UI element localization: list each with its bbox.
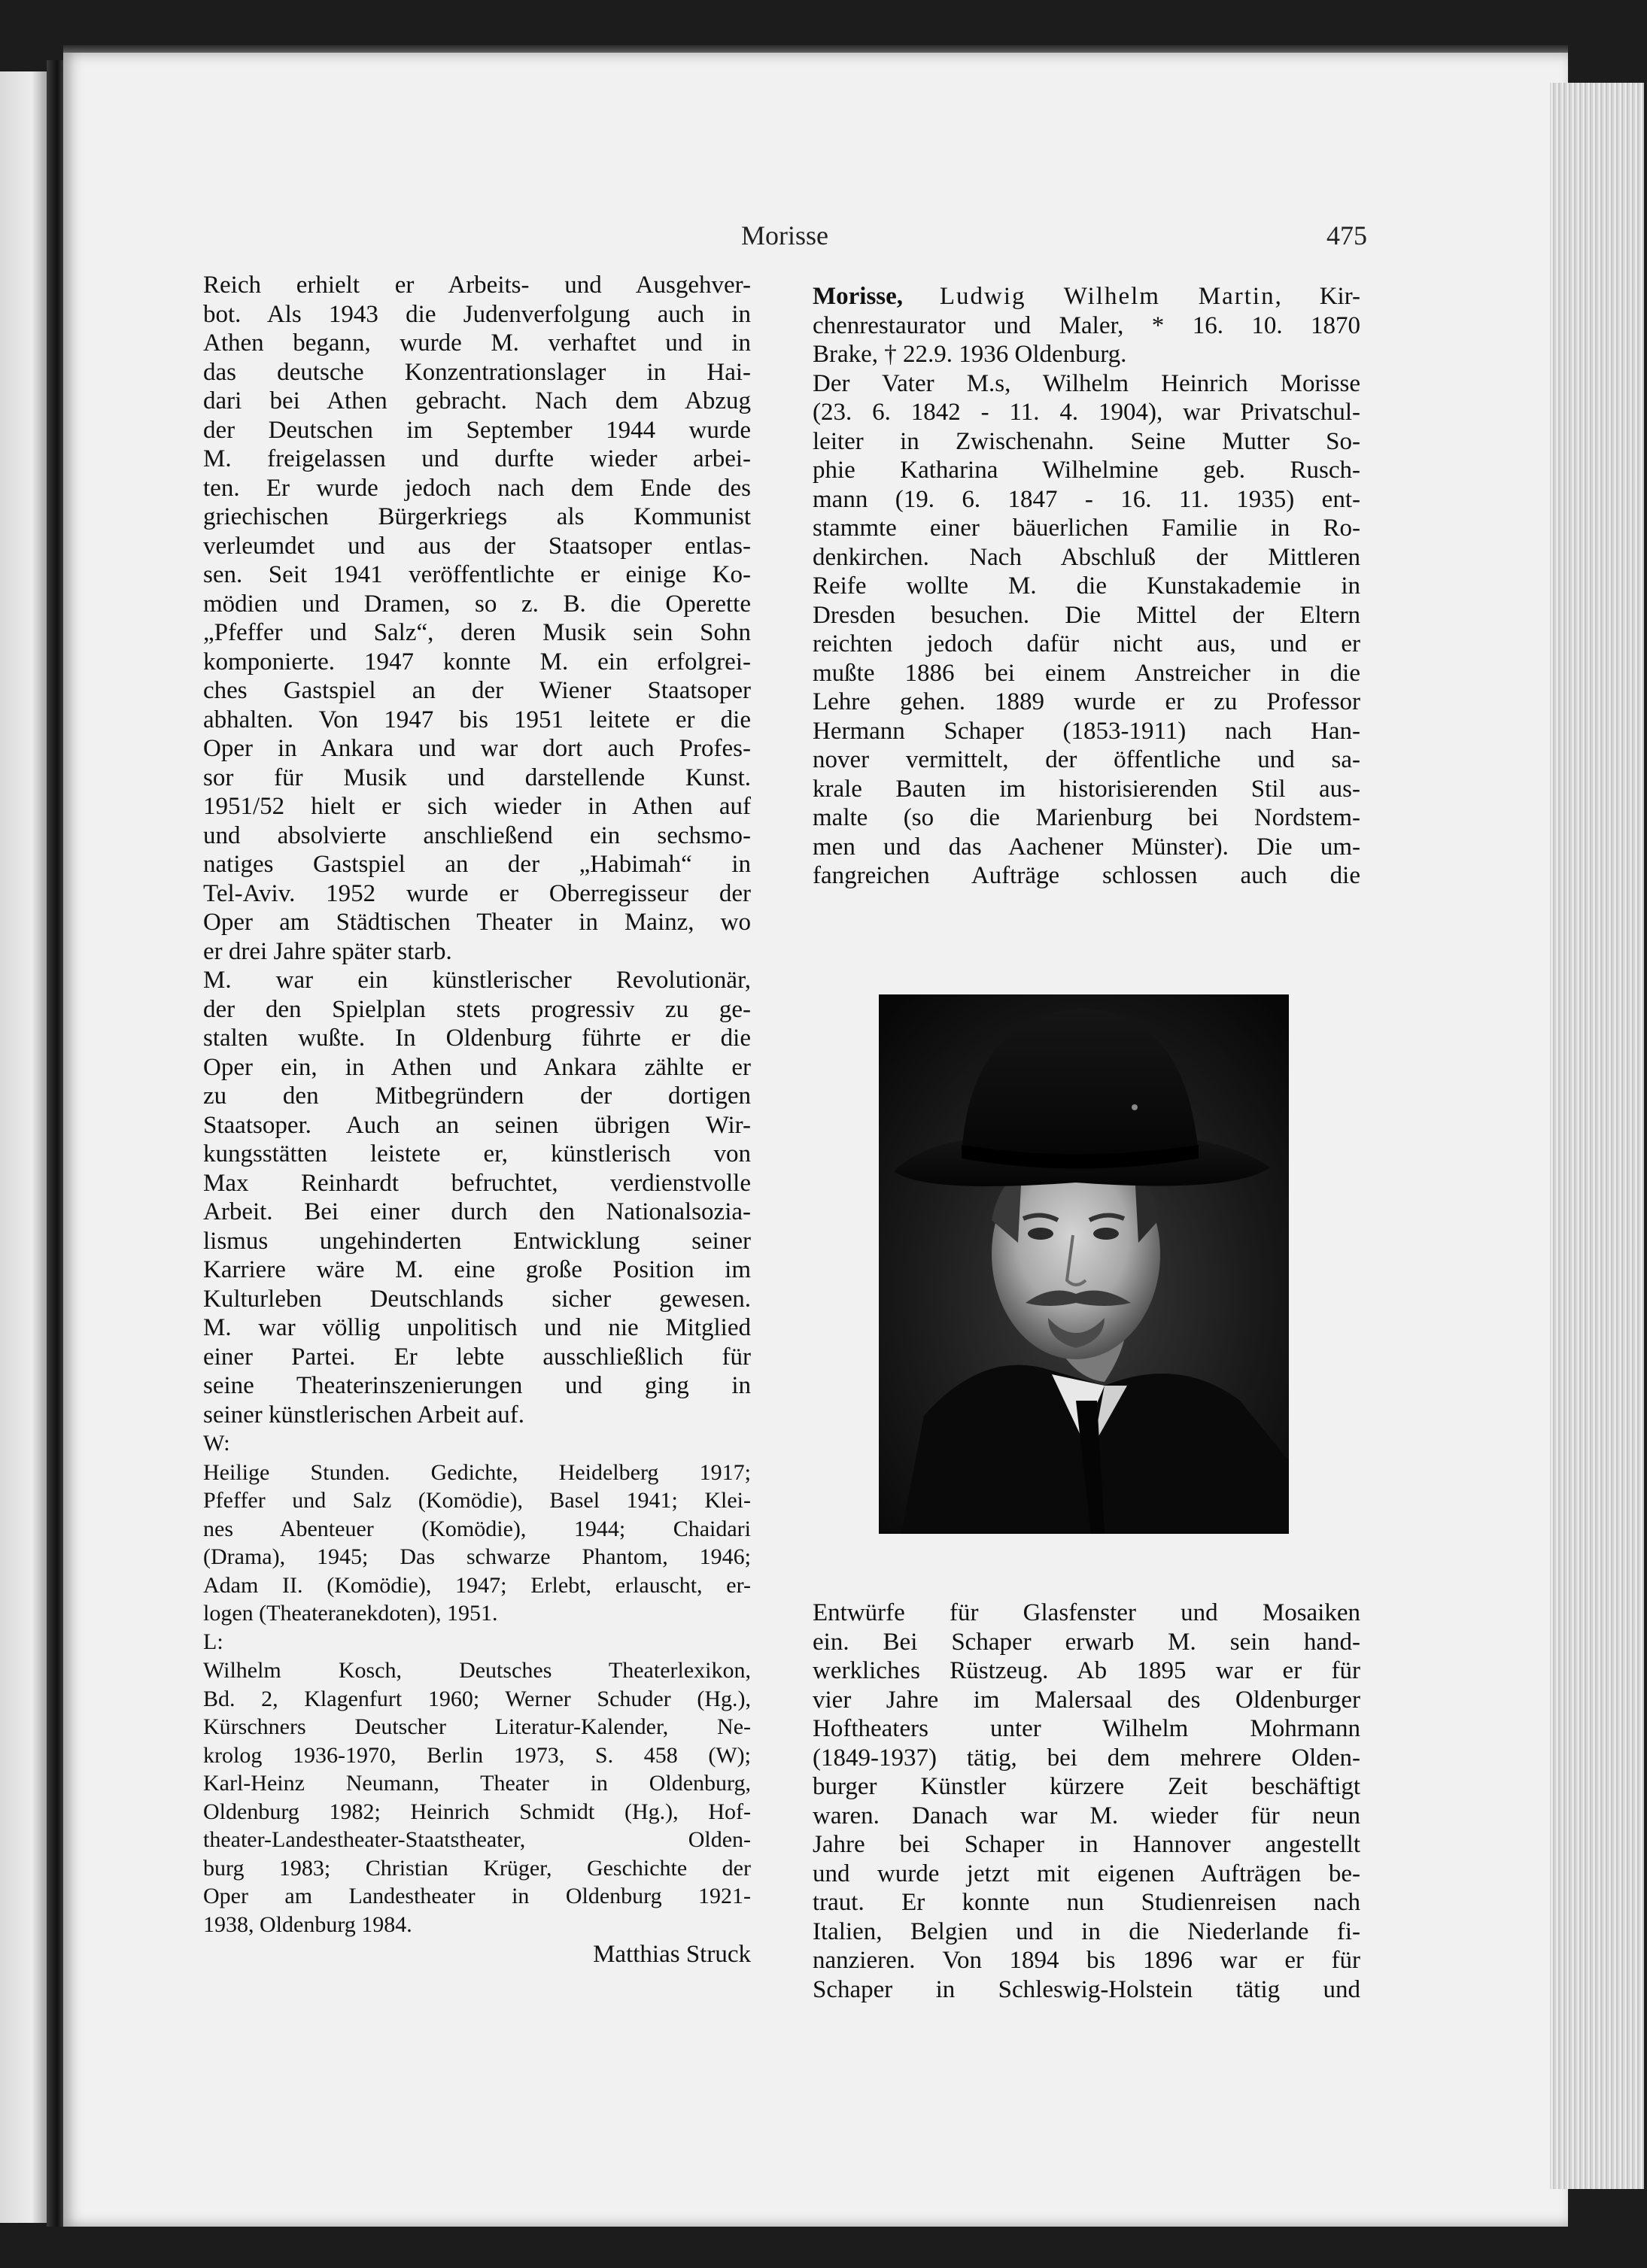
text-line: einer Partei. Er lebte ausschließlich für	[203, 1343, 751, 1371]
page-number: 475	[1326, 220, 1367, 250]
entry-headline	[813, 282, 1360, 311]
entry-first-line-rest: Kir-	[1319, 283, 1361, 310]
literature-label: L:	[203, 1629, 223, 1654]
text-line: nanzieren. Von 1894 bis 1896 war er für	[813, 1947, 1360, 1974]
text-line: der Deutschen im September 1944 wurde	[203, 416, 751, 444]
text-line: M. freigelassen und durfte wieder arbei-	[203, 445, 751, 472]
text-line: Reife wollte M. die Kunstakademie in	[813, 572, 1360, 600]
left-column	[203, 271, 751, 1969]
text-line: Arbeit. Bei einer durch den Nationalsozia-	[203, 1198, 751, 1225]
text-line: Pfeffer und Salz (Komödie), Basel 1941; Klei-	[203, 1488, 751, 1513]
text-line: ches Gastspiel an der Wiener Staatsoper	[203, 677, 751, 704]
text-line: Italien, Belgien und in die Niederlande fi-	[813, 1917, 1360, 1945]
text-line: Bd. 2, Klagenfurt 1960; Werner Schuder (Hg.),	[203, 1686, 751, 1711]
text-line: logen (Theateranekdoten), 1951.	[203, 1601, 498, 1626]
text-line: fangreichen Aufträge schlossen auch die	[813, 862, 1360, 889]
works-label: W:	[203, 1431, 230, 1456]
text-line: Oper in Ankara und war dort auch Profes-	[203, 735, 751, 762]
text-line: 1938, Oldenburg 1984.	[203, 1911, 412, 1937]
text-line: Karl-Heinz Neumann, Theater in Oldenburg,	[203, 1771, 751, 1796]
text-line: dari bei Athen gebracht. Nach dem Abzug	[203, 387, 751, 414]
text-line: sor für Musik und darstellende Kunst.	[203, 764, 751, 791]
text-line: burger Künstler kürzere Zeit beschäftigt	[813, 1773, 1360, 1800]
text-line: mödien und Dramen, so z. B. die Operette	[203, 590, 751, 618]
text-line: seiner künstlerischen Arbeit auf.	[203, 1401, 525, 1429]
text-line: vier Jahre im Malersaal des Oldenburger	[813, 1686, 1360, 1714]
text-line: reichten jedoch dafür nicht aus, und er	[813, 630, 1360, 657]
text-line: Der Vater M.s, Wilhelm Heinrich Morisse	[813, 369, 1360, 397]
literature-list	[203, 1656, 751, 1939]
text-line: Max Reinhardt befruchtet, verdienstvolle	[203, 1169, 751, 1197]
text-line: traut. Er konnte nun Studienreisen nach	[813, 1889, 1360, 1916]
text-line: mußte 1886 bei einem Anstreicher in die	[813, 659, 1360, 687]
text-line: (Drama), 1945; Das schwarze Phantom, 1946;	[203, 1544, 751, 1569]
text-line: stalten wußte. In Oldenburg führte er die	[203, 1025, 751, 1052]
text-line: und wurde jetzt mit eigenen Aufträgen be-	[813, 1860, 1360, 1887]
text-line: griechischen Bürgerkriegs als Kommunist	[203, 503, 751, 530]
text-line: stammte einer bäuerlichen Familie in Ro-	[813, 515, 1360, 542]
text-line: zu den Mitbegründern der dortigen	[203, 1082, 751, 1110]
text-line: er drei Jahre später starb.	[203, 937, 452, 965]
author-signature: Matthias Struck	[593, 1941, 751, 1968]
text-line: Oper ein, in Athen und Ankara zählte er	[203, 1053, 751, 1081]
text-line: denkirchen. Nach Abschluß der Mittleren	[813, 543, 1360, 571]
text-line: Karriere wäre M. eine große Position im	[203, 1256, 751, 1283]
text-line: natiges Gastspiel an der „Habimah“ in	[203, 851, 751, 878]
text-line: Reich erhielt er Arbeits- und Ausgehver-	[203, 272, 751, 299]
text-line: Dresden besuchen. Die Mittel der Eltern	[813, 601, 1360, 629]
entry-name: Morisse,	[813, 283, 904, 310]
text-line: kungsstätten leistete er, künstlerisch von	[203, 1140, 751, 1167]
text-line: der den Spielplan stets progressiv zu ge-	[203, 995, 751, 1023]
works-list	[203, 1459, 751, 1628]
text-line: 1951/52 hielt er sich wieder in Athen auf	[203, 793, 751, 820]
text-line: Tel-Aviv. 1952 wurde er Oberregisseur der	[203, 879, 751, 907]
text-line: sen. Seit 1941 veröffentlichte er einige Ko-	[203, 561, 751, 588]
text-line: krale Bauten im historisierenden Stil aus-	[813, 775, 1360, 803]
text-line: leiter in Zwischenahn. Seine Mutter So-	[813, 427, 1360, 455]
text-line: Kulturleben Deutschlands sicher gewesen.	[203, 1285, 751, 1313]
text-line: (1849-1937) tätig, bei dem mehrere Olden-	[813, 1744, 1360, 1772]
right-bottom-body-text	[813, 1599, 1360, 2004]
text-line: verleumdet und aus der Staatsoper entlas-	[203, 532, 751, 560]
text-line: seine Theaterinszenierungen und ging in	[203, 1372, 751, 1399]
portrait-illustration	[879, 994, 1289, 1534]
right-top-body-text	[813, 311, 1360, 891]
page-edges	[1550, 83, 1644, 2189]
text-line: werkliches Rüstzeug. Ab 1895 war er für	[813, 1657, 1360, 1684]
text-line: „Pfeffer und Salz“, deren Musik sein Sohn	[203, 619, 751, 646]
text-line: men und das Aachener Münster). Die um-	[813, 833, 1360, 861]
text-line: malte (so die Marienburg bei Nordstem-	[813, 804, 1360, 831]
text-line: Brake, † 22.9. 1936 Oldenburg.	[813, 341, 1127, 368]
text-line: chenrestaurator und Maler, * 16. 10. 1870	[813, 311, 1360, 339]
text-line: mann (19. 6. 1847 - 16. 11. 1935) ent-	[813, 485, 1360, 513]
right-column-top	[813, 282, 1360, 891]
running-head: Morisse	[741, 220, 828, 250]
text-line: ten. Er wurde jedoch nach dem Ende des	[203, 474, 751, 502]
text-line: nover vermittelt, der öffentliche und sa-	[813, 746, 1360, 773]
text-line: M. war völlig unpolitisch und nie Mitglied	[203, 1314, 751, 1341]
text-line: burg 1983; Christian Krüger, Geschichte der	[203, 1855, 751, 1881]
text-line: krolog 1936-1970, Berlin 1973, S. 458 (W);	[203, 1742, 751, 1768]
text-line: Hoftheaters unter Wilhelm Mohrmann	[813, 1715, 1360, 1742]
text-line: Oper am Landestheater in Oldenburg 1921-	[203, 1884, 751, 1908]
text-line: das deutsche Konzentrationslager in Hai-	[203, 358, 751, 386]
text-line: lismus ungehinderten Entwicklung seiner	[203, 1227, 751, 1255]
text-line: Oldenburg 1982; Heinrich Schmidt (Hg.), Hof-	[203, 1799, 751, 1824]
text-line: (23. 6. 1842 - 11. 4. 1904), war Privatschul-	[813, 399, 1360, 426]
facing-page-edge	[0, 71, 53, 2223]
text-line: ein. Bei Schaper erwarb M. sein hand-	[813, 1628, 1360, 1656]
entry-given-names: Ludwig Wilhelm Martin,	[939, 283, 1283, 310]
text-line: und absolvierte anschließend ein sechsmo-	[203, 821, 751, 849]
left-body-text	[203, 271, 751, 1429]
portrait-photo	[879, 994, 1289, 1534]
text-line: Entwürfe für Glasfenster und Mosaiken	[813, 1599, 1360, 1626]
text-line: theater-Landestheater-Staatstheater, Olden-	[203, 1827, 751, 1852]
text-line: Adam II. (Komödie), 1947; Erlebt, erlauscht, er-	[203, 1572, 751, 1598]
text-line: M. war ein künstlerischer Revolutionär,	[203, 967, 751, 994]
text-line: Schaper in Schleswig-Holstein tätig und	[813, 1975, 1360, 2003]
text-line: Staatsoper. Auch an seinen übrigen Wir-	[203, 1111, 751, 1139]
text-line: nes Abenteuer (Komödie), 1944; Chaidari	[203, 1516, 751, 1541]
text-line: Wilhelm Kosch, Deutsches Theaterlexikon,	[203, 1658, 751, 1683]
text-line: waren. Danach war M. wieder für neun	[813, 1802, 1360, 1829]
right-column-bottom	[813, 1599, 1360, 2004]
text-line: Lehre gehen. 1889 wurde er zu Professor	[813, 688, 1360, 715]
text-line: Athen begann, wurde M. verhaftet und in	[203, 329, 751, 357]
text-line: phie Katharina Wilhelmine geb. Rusch-	[813, 457, 1360, 484]
text-line: Oper am Städtischen Theater in Mainz, wo	[203, 909, 751, 936]
text-line: abhalten. Von 1947 bis 1951 leitete er die	[203, 706, 751, 733]
text-line: Hermann Schaper (1853-1911) nach Han-	[813, 717, 1360, 745]
text-line: bot. Als 1943 die Judenverfolgung auch in	[203, 300, 751, 328]
text-line: Heilige Stunden. Gedichte, Heidelberg 1917;	[203, 1459, 751, 1485]
text-line: komponierte. 1947 konnte M. ein erfolgrei-	[203, 648, 751, 676]
text-line: Jahre bei Schaper in Hannover angestellt	[813, 1831, 1360, 1858]
text-line: Kürschners Deutscher Literatur-Kalender, Ne-	[203, 1714, 751, 1739]
